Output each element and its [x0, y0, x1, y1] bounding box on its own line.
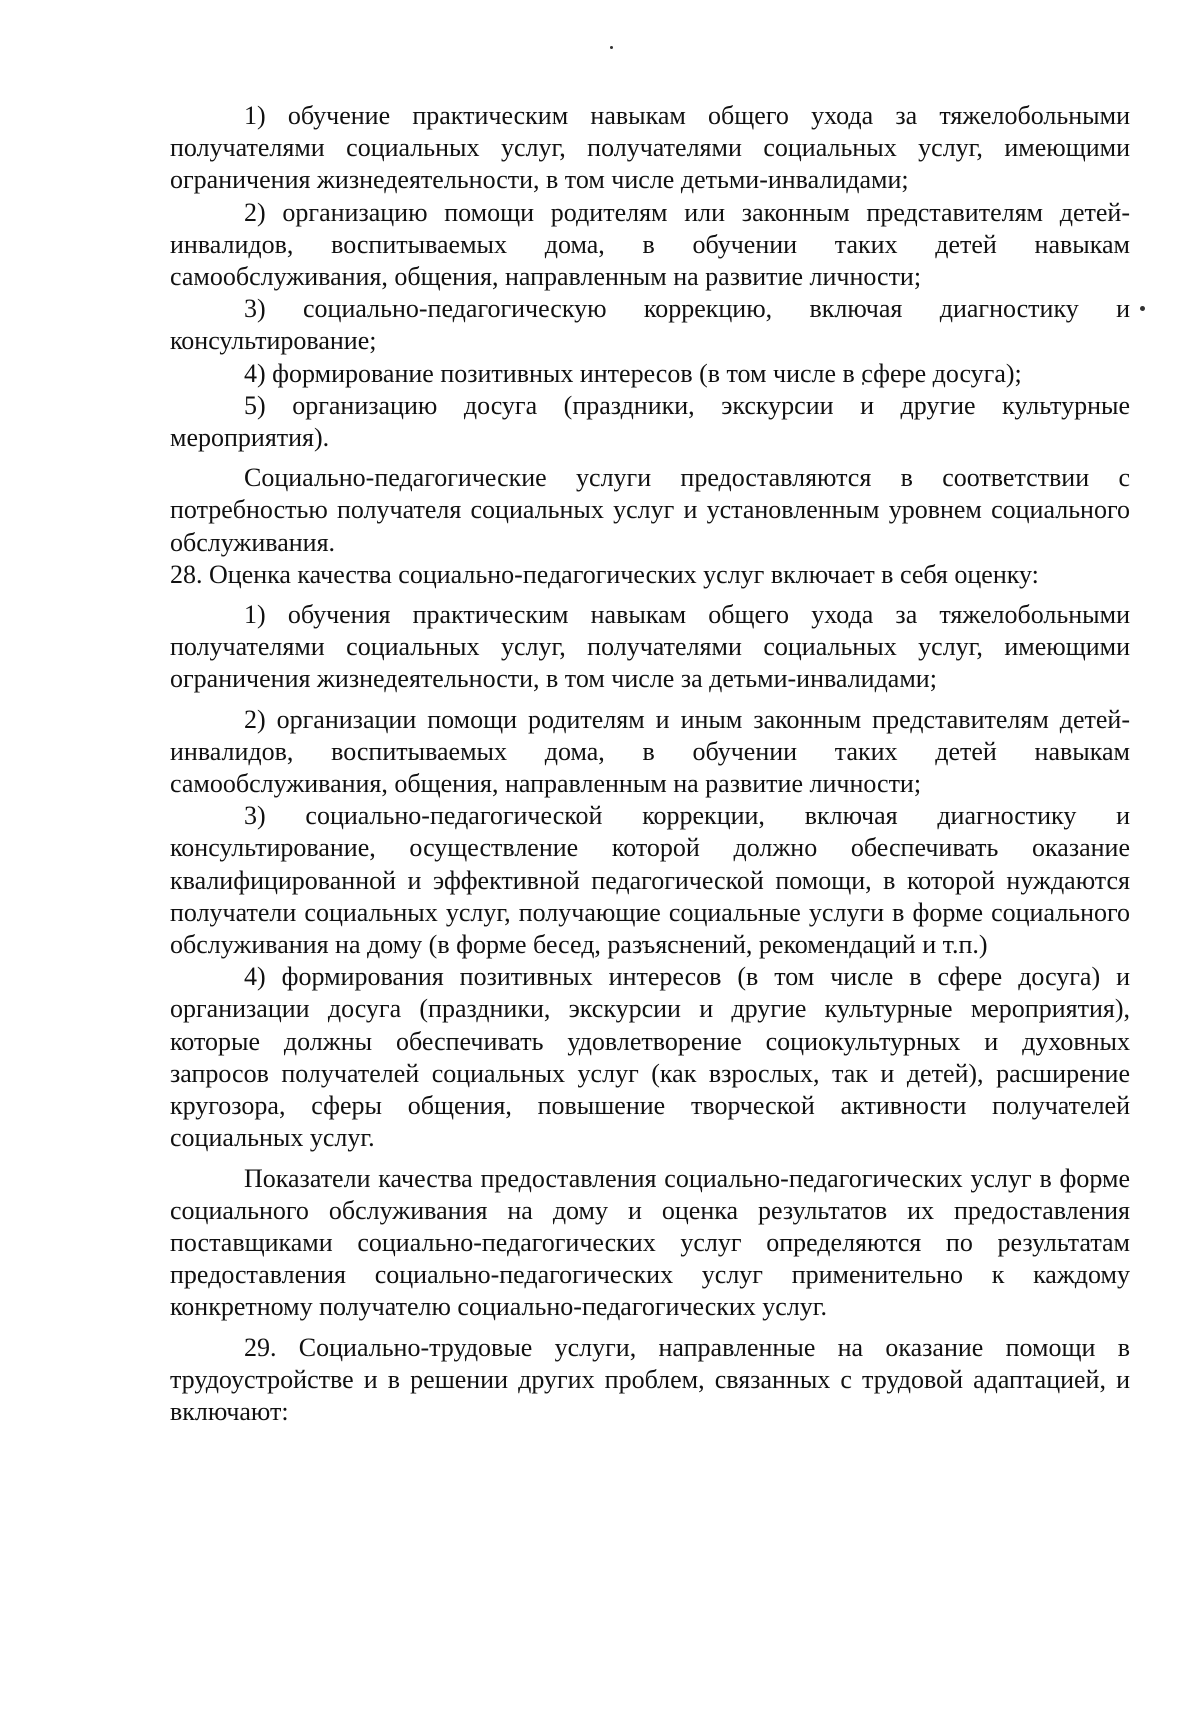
paragraph-assessment-2: 2) организации помощи родителям и иным законным представителям детей-инвалидов, воспитываемых дома, в обучении таких детей навыкам самообслуживания, общения, направленным на развитие личности;: [170, 704, 1130, 799]
scan-speck: [610, 46, 613, 49]
paragraph-item-5: 5) организацию досуга (праздники, экскурсии и другие культурные мероприятия).: [170, 390, 1130, 453]
paragraph-item-3: 3) социально-педагогическую коррекцию, включая диагностику и консультирование;: [170, 294, 1130, 356]
paragraph-assessment-4: 4) формирования позитивных интересов (в том числе в сфере досуга) и организации досуга (праздники, экскурсии и другие культурные мероприятия), которые должны обеспечивать удовлетворение социокультурных и духовных запросов получателей социальных услуг (как взрослых, так и детей), расширение кругозора, сферы общения, повышение творческой активности получателей социальных услуг.: [170, 962, 1130, 1153]
paragraph-services-provision: Социально-педагогические услуги предоставляются в соответствии с потребностью получателя социальных услуг и установленным уровнем социального обслуживания.: [170, 463, 1130, 557]
paragraph-assessment-1: 1) обучения практическим навыкам общего ухода за тяжелобольными получателями социальных услуг, получателями социальных услуг, имеющими ограничения жизнедеятельности, в том числе за детьми-инвалидами;: [170, 600, 1130, 694]
scan-speck: [1140, 306, 1145, 311]
document-body: [170, 100, 1130, 1428]
paragraph-item-2: 2) организацию помощи родителям или законным представителям детей-инвалидов, воспитываемых дома, в обучении таких детей навыкам самообслуживания, общения, направленным на развитие личности;: [170, 197, 1130, 292]
paragraph-quality-indicators: Показатели качества предоставления социально-педагогических услуг в форме социального обслуживания на дому и оценка результатов их предоставления поставщиками социально-педагогических услуг определяются по результатам предоставления социально-педагогических услуг применительно к каждому конкретному получателю социально-педагогических услуг.: [170, 1163, 1130, 1322]
paragraph-section-29: 29. Социально-трудовые услуги, направленные на оказание помощи в трудоустройстве и в решении других проблем, связанных с трудовой адаптацией, и включают:: [170, 1332, 1130, 1426]
paragraph-item-4: 4) формирование позитивных интересов (в том числе в сфере досуга);: [244, 358, 1022, 388]
paragraph-assessment-3: 3) социально-педагогической коррекции, включая диагностику и консультирование, осуществление которой должно обеспечивать оказание квалифицированной и эффективной педагогической помощи, в которой нуждаются получатели социальных услуг, получающие социальные услуги в форме социального обслуживания на дому (в форме бесед, разъяснений, рекомендаций и т.п.): [170, 801, 1130, 960]
paragraph-item-1: 1) обучение практическим навыкам общего ухода за тяжелобольными получателями социальных услуг, получателями социальных услуг, имеющими ограничения жизнедеятельности, в том числе детьми-инвалидами;: [170, 101, 1130, 195]
paragraph-section-28: 28. Оценка качества социально-педагогических услуг включает в себя оценку:: [170, 559, 1039, 589]
